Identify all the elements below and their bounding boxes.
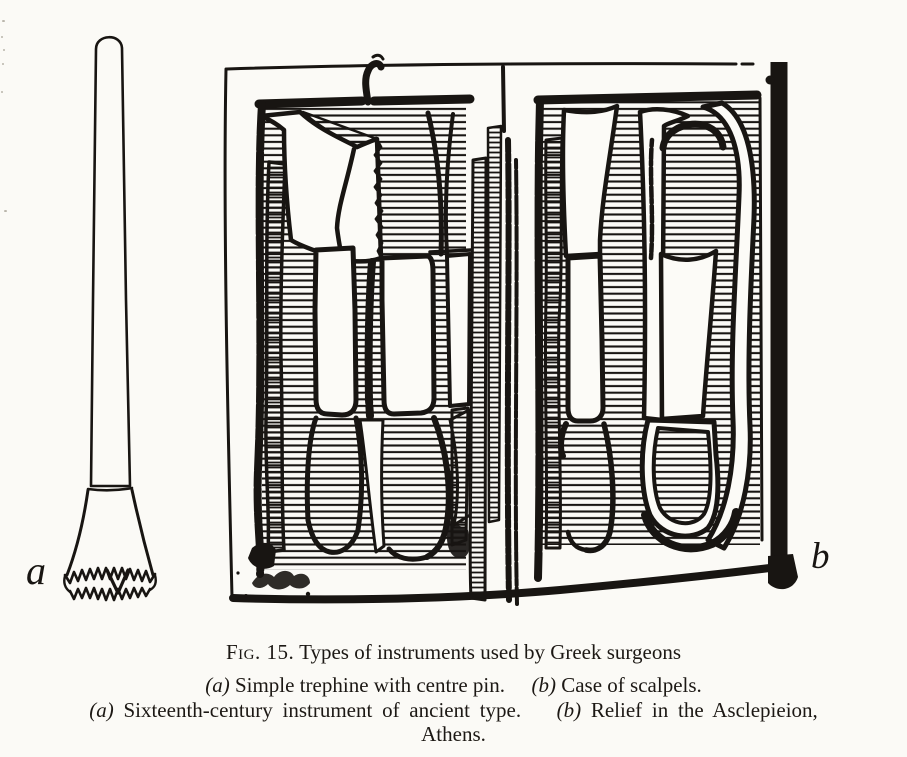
caption-text-a: Simple trephine with centre pin. — [234, 672, 505, 697]
trephine-shaft — [91, 37, 130, 486]
panel-knob — [366, 64, 381, 102]
figure-label-b: b — [811, 536, 830, 577]
caption-line-2 — [0, 673, 907, 698]
figure-number: Fig. 15. — [225, 640, 295, 664]
caption-text-b2: Relief in the Asclepieion, — [590, 697, 818, 722]
trephine-crown-back — [70, 588, 150, 600]
caption-text-b: Case of scalpels. — [561, 672, 702, 697]
case-left-panel — [236, 55, 486, 601]
caption-line-4 — [0, 722, 907, 747]
probe-instrument — [545, 138, 562, 548]
caption-marker-b2: (b) — [556, 697, 582, 722]
caption-text-a2: Sixteenth-century instrument of ancient type. — [123, 697, 522, 722]
caption-marker-b: (b) — [531, 672, 556, 697]
figure-caption — [0, 640, 907, 747]
case-centre-divider — [488, 67, 517, 604]
caption-marker-a: (a) — [205, 672, 230, 697]
figure-label-a: a — [26, 548, 46, 593]
caption-marker-a2: (a) — [89, 697, 114, 722]
probe-instrument — [266, 162, 285, 552]
trephine-bell-left — [67, 490, 88, 575]
trephine-drawing — [64, 37, 156, 600]
scalpel-handle — [382, 256, 434, 414]
case-right-panel — [538, 95, 762, 578]
scalpel-case-drawing — [225, 55, 798, 604]
trephine-bell-right — [132, 490, 153, 575]
caption-title-line — [0, 640, 907, 665]
trephine-collar-line — [88, 488, 132, 490]
figure-title: Types of instruments used by Greek surgeons — [299, 640, 682, 664]
scalpel-handle — [447, 254, 470, 406]
probe-instrument — [470, 158, 486, 600]
caption-line-3 — [0, 698, 907, 723]
caption-text-athens: Athens. — [421, 722, 486, 747]
scalpel-handle — [568, 256, 603, 421]
scalpel-handle — [315, 248, 356, 415]
